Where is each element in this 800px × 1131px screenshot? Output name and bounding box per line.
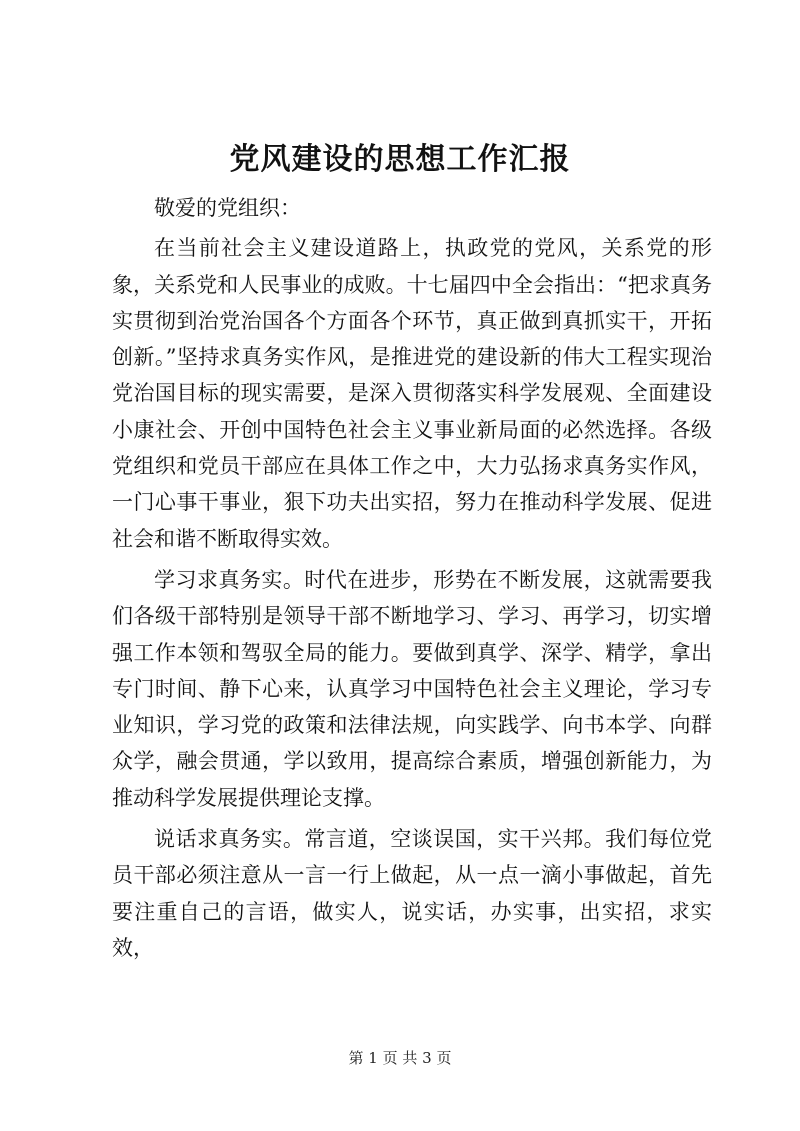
salutation: 敬爱的党组织： (154, 196, 301, 220)
document-body (112, 190, 712, 966)
paragraph-study: 学习求真务实。时代在进步，形势在不断发展，这就需要我们各级干部特别是领导干部不断地学习、学习、再学习，切实增强工作本领和驾驭全局的能力。要做到真学、深学、精学，拿出专门时间、静下心来，认真学习中国特色社会主义理论，学习专业知识，学习党的政策和法律法规，向实践学、向书本学、向群众学，融会贯通，学以致用，提高综合素质，增强创新能力，为推动科学发展提供理论支撑。 (112, 567, 712, 810)
document-title: 党风建设的思想工作汇报 (229, 142, 571, 177)
page-footer: 第 1 页 共 3 页 (348, 1049, 452, 1067)
paragraph-speech: 说话求真务实。常言道，空谈误国，实干兴邦。我们每位党员干部必须注意从一言一行上做起，从一点一滴小事做起，首先要注重自己的言语，做实人，说实话，办实事，出实招，求实效， (112, 827, 712, 960)
paragraph-intro: 在当前社会主义建设道路上，执政党的党风，关系党的形象，关系党和人民事业的成败。十七届四中全会指出：“把求真务实贯彻到治党治国各个方面各个环节，真正做到真抓实干，开拓创新。”坚持求真务实作风，是推进党的建设新的伟大工程实现治党治国目标的现实需要，是深入贯彻落实科学发展观、全面建设小康社会、开创中国特色社会主义事业新局面的必然选择。各级党组织和党员干部应在具体工作之中，大力弘扬求真务实作风，一门心事干事业，狠下功夫出实招，努力在推动科学发展、促进社会和谐不断取得实效。 (112, 236, 712, 551)
